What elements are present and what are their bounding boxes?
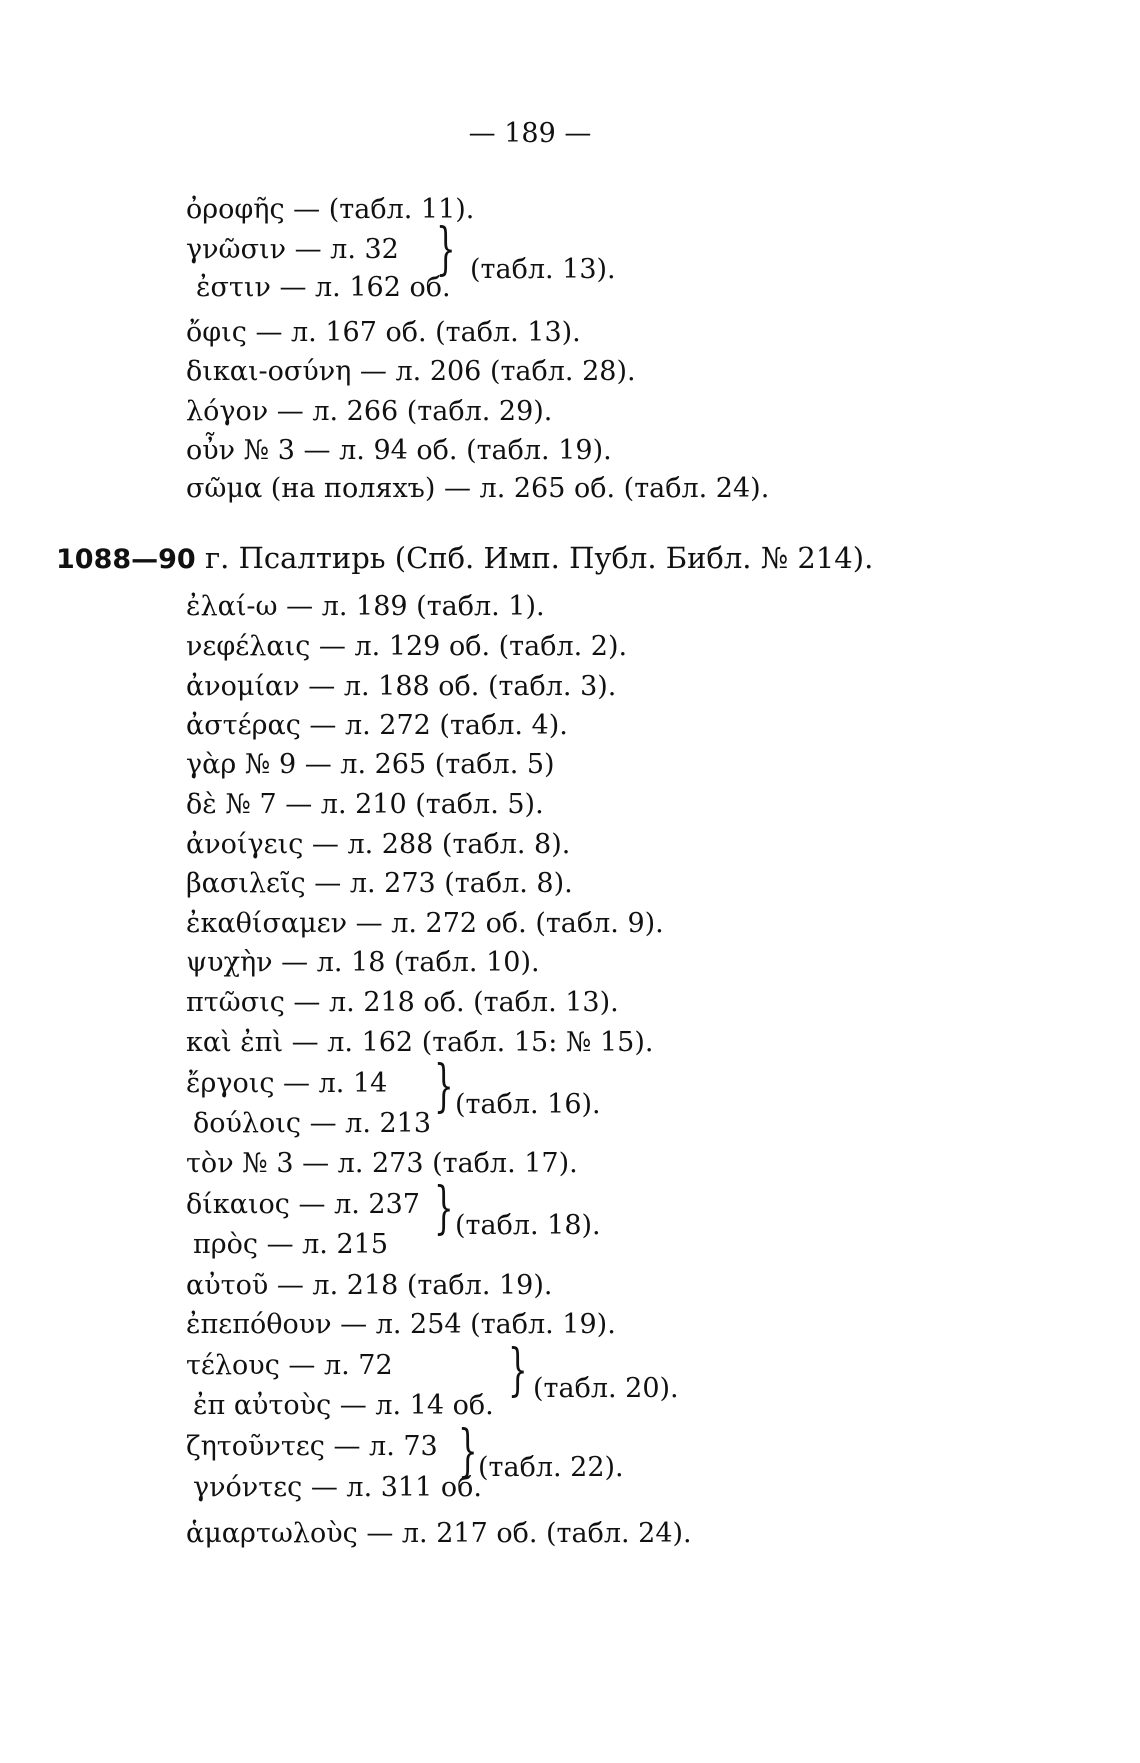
entry-text: τέλους — л. 72 (186, 1350, 393, 1381)
entry-text: ἀνοίγεις — л. 288 (табл. 8). (186, 829, 571, 860)
brace-table-ref: (табл. 22). (478, 1452, 624, 1483)
brace-table-ref: (табл. 16). (455, 1089, 601, 1120)
entry-text: ἐστιν — л. 162 об. (196, 272, 451, 303)
entry-text: ψυχὴν — л. 18 (табл. 10). (186, 947, 540, 978)
brace-icon: } (434, 1176, 454, 1241)
entry-text: ἀνομίαν — л. 188 об. (табл. 3). (186, 671, 617, 702)
entry-text: σῶμα (на поляхъ) — л. 265 об. (табл. 24). (186, 473, 770, 504)
entry-text: δούλοις — л. 213 (193, 1108, 432, 1139)
entry-text: πρὸς — л. 215 (193, 1229, 389, 1260)
entry-text: νεφέλαις — л. 129 об. (табл. 2). (186, 631, 628, 662)
entry-text: αὐτοῦ — л. 218 (табл. 19). (186, 1270, 553, 1301)
entry-text: ζητοῦντες — л. 73 (186, 1431, 438, 1462)
brace-table-ref: (табл. 20). (533, 1373, 679, 1404)
entry-text: γνῶσιν — л. 32 (186, 234, 399, 265)
entry-text: δὲ № 7 — л. 210 (табл. 5). (186, 789, 544, 820)
entry-text: τὸν № 3 — л. 273 (табл. 17). (186, 1148, 578, 1179)
entry-text: ἀστέρας — л. 272 (табл. 4). (186, 710, 568, 741)
brace-icon: } (458, 1419, 478, 1484)
entry-text: ἐπ αὐτοὺς — л. 14 об. (193, 1390, 494, 1421)
entry-text: ἔργοις — л. 14 (186, 1068, 388, 1099)
heading-number: 1088—90 (56, 544, 196, 575)
entry-text: ὀροφῆς — (табл. 11). (186, 194, 475, 225)
brace-icon: } (508, 1338, 528, 1403)
entry-text: γὰρ № 9 — л. 265 (табл. 5) (186, 749, 555, 780)
brace-icon: } (434, 1054, 454, 1119)
entry-text: ἐλαί-ω — л. 189 (табл. 1). (186, 591, 545, 622)
page-number: — 189 — (468, 118, 592, 149)
entry-text: οὖν № 3 — л. 94 об. (табл. 19). (186, 435, 612, 466)
heading-text: г. Псалтирь (Спб. Имп. Публ. Библ. № 214). (204, 541, 874, 575)
brace-table-ref: (табл. 18). (455, 1210, 601, 1241)
entry-text: πτῶσις — л. 218 об. (табл. 13). (186, 987, 619, 1018)
brace-icon: } (436, 217, 456, 282)
section-heading (56, 538, 873, 580)
entry-text: λόγον — л. 266 (табл. 29). (186, 396, 553, 427)
entry-text: καὶ ἐπὶ — л. 162 (табл. 15: № 15). (186, 1027, 654, 1058)
entry-text: ὄφις — л. 167 об. (табл. 13). (186, 317, 581, 348)
entry-text: ἐπεπόθουν — л. 254 (табл. 19). (186, 1309, 616, 1340)
entry-text: ἐκαθίσαμεν — л. 272 об. (табл. 9). (186, 908, 664, 939)
entry-text: ἁμαρτωλοὺς — л. 217 об. (табл. 24). (186, 1518, 692, 1549)
brace-table-ref: (табл. 13). (470, 254, 616, 285)
entry-text: δίκαιος — л. 237 (186, 1189, 420, 1220)
entry-text: γνόντες — л. 311 об. (193, 1472, 482, 1503)
entry-text: βασιλεῖς — л. 273 (табл. 8). (186, 868, 573, 899)
entry-text: δικαι-οσύνη — л. 206 (табл. 28). (186, 356, 636, 387)
